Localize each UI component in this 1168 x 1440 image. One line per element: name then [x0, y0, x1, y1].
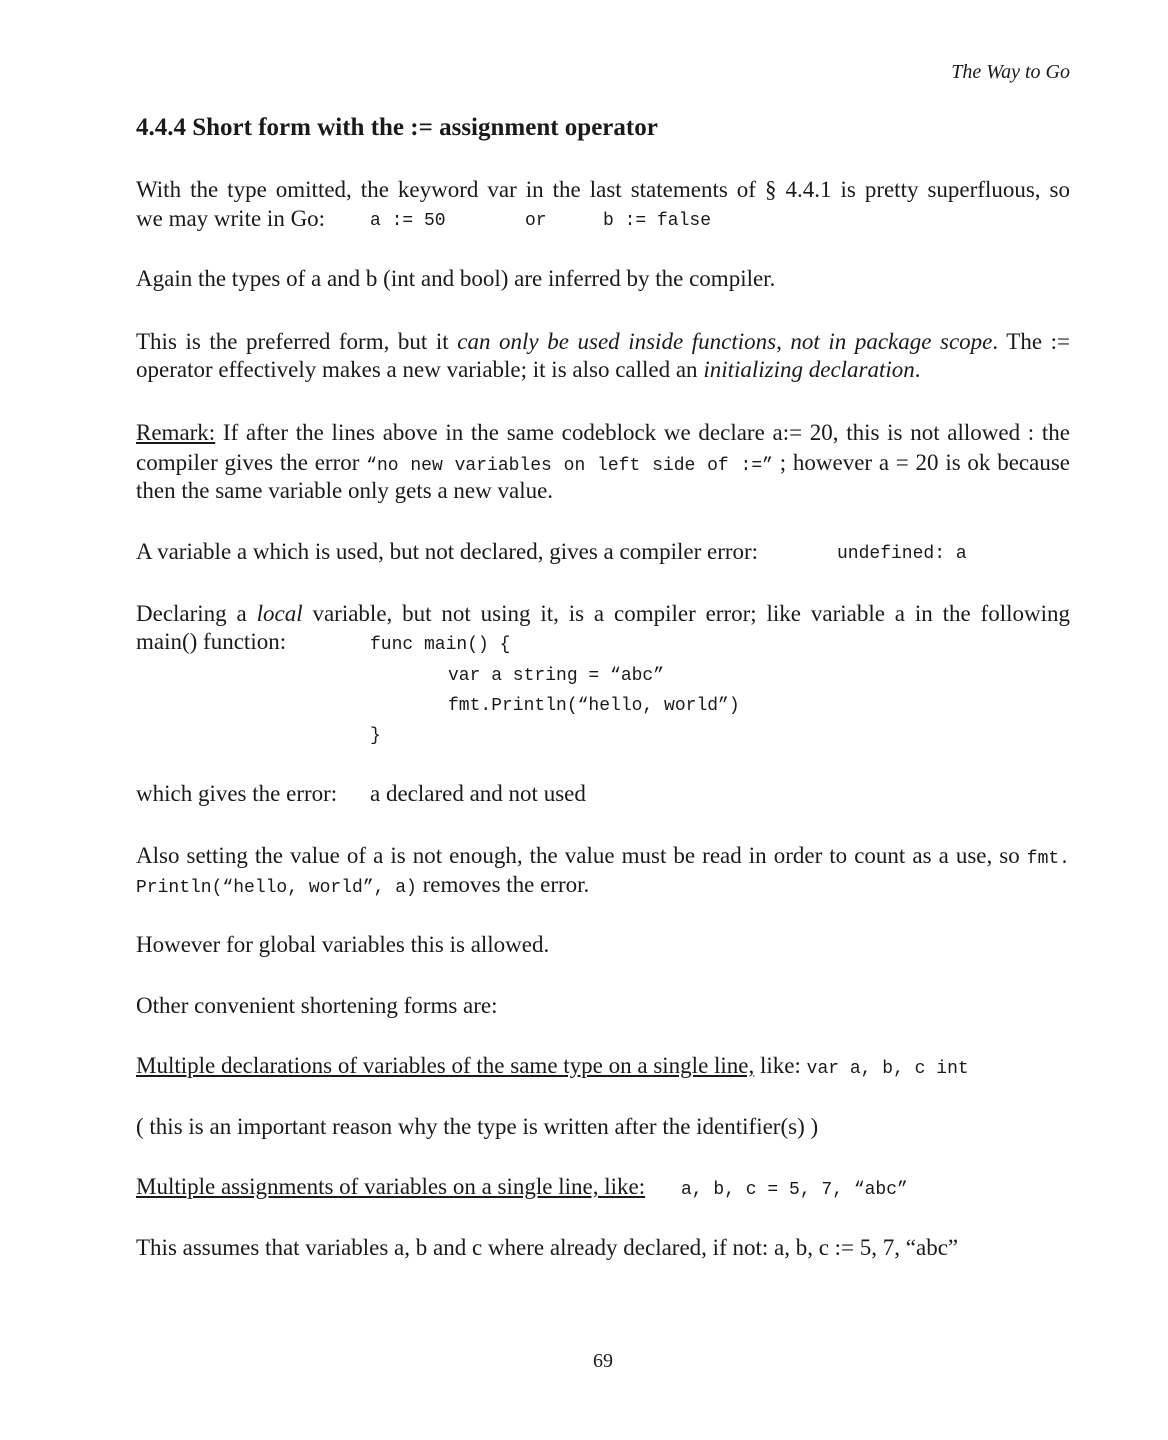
paragraph-line: then the same variable only gets a new value.: [136, 478, 554, 503]
code-snippet: Println(“hello, world”, a): [136, 878, 417, 898]
running-header: The Way to Go: [951, 61, 1070, 83]
text: Also setting the value of a is not enough, the value must be read in order to count as a use, so: [136, 843, 1027, 868]
code-snippet: var a, b, c int: [806, 1059, 969, 1079]
emphasis: local: [256, 601, 303, 626]
emphasis: initializing declaration: [703, 357, 915, 382]
paragraph-shortening-forms: Other convenient shortening forms are:: [136, 993, 498, 1018]
underlined-text: Multiple declarations of variables of the same type on a single line,: [136, 1053, 755, 1078]
paragraph-preferred-form: [136, 327, 1070, 357]
text: Declaring a: [136, 601, 257, 626]
text: variable, but not using it, is a compiler error; like variable a in the following: [302, 601, 1071, 626]
text: compiler gives the error: [136, 450, 367, 475]
code-snippet: or: [525, 211, 547, 231]
code-snippet: “no new variables on left side of :=”: [366, 456, 773, 476]
paragraph-local-variable: [136, 599, 1070, 629]
code-line: fmt.Println(“hello, world”): [448, 696, 740, 716]
text: like:: [754, 1053, 807, 1078]
underlined-text: Multiple assignments of variables on a single line, like:: [136, 1174, 646, 1199]
error-message: a declared and not used: [370, 781, 586, 806]
paragraph-line: With the type omitted, the keyword var in the last statements of § 4.4.1 is pretty superfluous, so: [136, 177, 1070, 202]
text: . The :=: [992, 329, 1070, 354]
paragraph-line: [136, 872, 589, 898]
section-title: 4.4.4 Short form with the := assignment operator: [136, 114, 658, 141]
text: operator effectively makes a new variable; it is also called an: [136, 357, 704, 382]
paragraph-line: [136, 599, 1070, 629]
paragraph-type-omitted: [136, 175, 1070, 205]
text: removes the error.: [416, 872, 590, 897]
paragraph-remark-line2: [136, 448, 1070, 481]
paragraph-setting-value: [136, 841, 1070, 874]
paragraph-line: [136, 841, 1070, 874]
paragraph-undeclared: A variable a which is used, but not declared, gives a compiler error:: [136, 539, 759, 564]
text: This is the preferred form, but it: [136, 329, 458, 354]
text: ; however a = 20 is ok because: [772, 450, 1070, 475]
paragraph-multiple-assignments: [136, 1174, 645, 1200]
paragraph-multiple-declarations: [136, 1053, 969, 1079]
text: .: [914, 357, 921, 382]
paragraph-line: main() function:: [136, 629, 287, 654]
paragraph-line: [136, 448, 1070, 481]
paragraph-line: [136, 357, 921, 383]
paragraph-assumes-declared: This assumes that variables a, b and c where already declared, if not: a, b, c := 5, 7, “abc”: [136, 1235, 959, 1260]
paragraph-line: we may write in Go:: [136, 206, 326, 231]
code-line: }: [370, 726, 381, 746]
code-snippet: a, b, c = 5, 7, “abc”: [681, 1180, 908, 1200]
code-snippet: fmt.: [1026, 849, 1070, 869]
code-snippet: b := false: [603, 211, 712, 231]
paragraph-remark: [136, 418, 1070, 448]
code-snippet: a := 50: [370, 211, 446, 231]
code-line: var a string = “abc”: [448, 666, 665, 686]
emphasis: can only be used inside functions, not in package scope: [457, 329, 993, 354]
remark-label: Remark:: [136, 420, 216, 445]
code-snippet: undefined: a: [837, 544, 967, 564]
paragraph-type-after-identifier: ( this is an important reason why the type is written after the identifier(s) ): [136, 1114, 819, 1139]
code-line: func main() {: [370, 635, 511, 655]
paragraph-line: [136, 327, 1070, 357]
paragraph-global-variables: However for global variables this is allowed.: [136, 932, 550, 957]
error-label: which gives the error:: [136, 781, 338, 806]
text: If after the lines above in the same codeblock we declare a:= 20, this is not allowed : the: [215, 420, 1070, 445]
paragraph-types-inferred: Again the types of a and b (int and bool) are inferred by the compiler.: [136, 266, 776, 291]
paragraph-line: [136, 418, 1070, 448]
page-number: 69: [593, 1350, 613, 1372]
